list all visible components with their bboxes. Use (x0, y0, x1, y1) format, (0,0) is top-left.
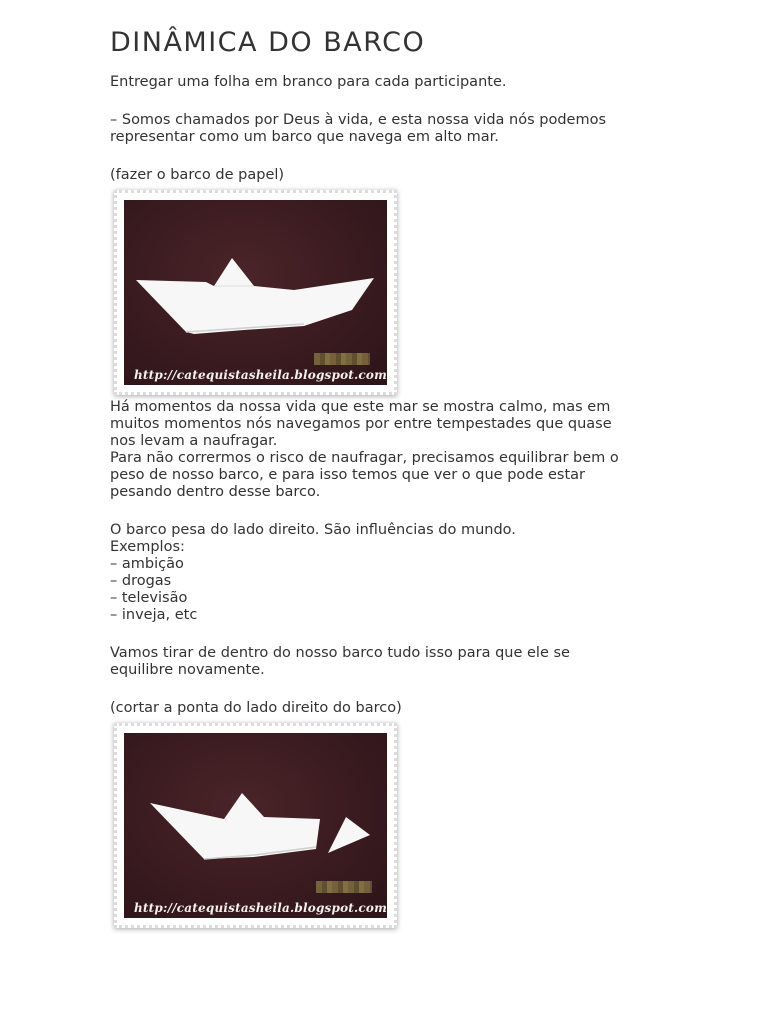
paragraph-intro: – Somos chamados por Deus à vida, e esta nossa vida nós podemos representar como um barco que navega em alto mar. (110, 112, 607, 145)
blurred-mark (316, 881, 372, 893)
paragraph-remove: Vamos tirar de dentro do nosso barco tudo isso para que ele se equilibre novamente. (110, 645, 570, 678)
blurred-mark (314, 353, 370, 365)
watermark-text: http://catequistasheila.blogspot.com (134, 368, 387, 382)
photo-cut-boat (114, 723, 397, 928)
document-page (110, 26, 670, 928)
paragraph-instruction: Entregar uma folha em branco para cada participante. (110, 74, 507, 90)
cut-boat-image (124, 733, 387, 918)
paper-boat-image (124, 200, 387, 385)
paragraph-cut-tip: (cortar a ponta do lado direito do barco) (110, 700, 402, 716)
page-title: DINÂMICA DO BARCO (110, 27, 426, 58)
paragraph-storms: Há momentos da nossa vida que este mar se mostra calmo, mas em muitos momentos nós navegamos por entre tempestades que quase nos levam a naufragar. Para não corrermos o risco de naufragar, precisamos equilibrar bem o peso de nosso barco, e para isso temos que ver o que pode estar pesando dentro desse barco. (110, 399, 619, 500)
photo-paper-boat (114, 190, 397, 395)
paragraph-influences: O barco pesa do lado direito. São influências do mundo. Exemplos: – ambição – drogas – televisão – inveja, etc (110, 522, 516, 623)
paragraph-make-boat: (fazer o barco de papel) (110, 167, 285, 183)
watermark-text: http://catequistasheila.blogspot.com (134, 901, 387, 915)
